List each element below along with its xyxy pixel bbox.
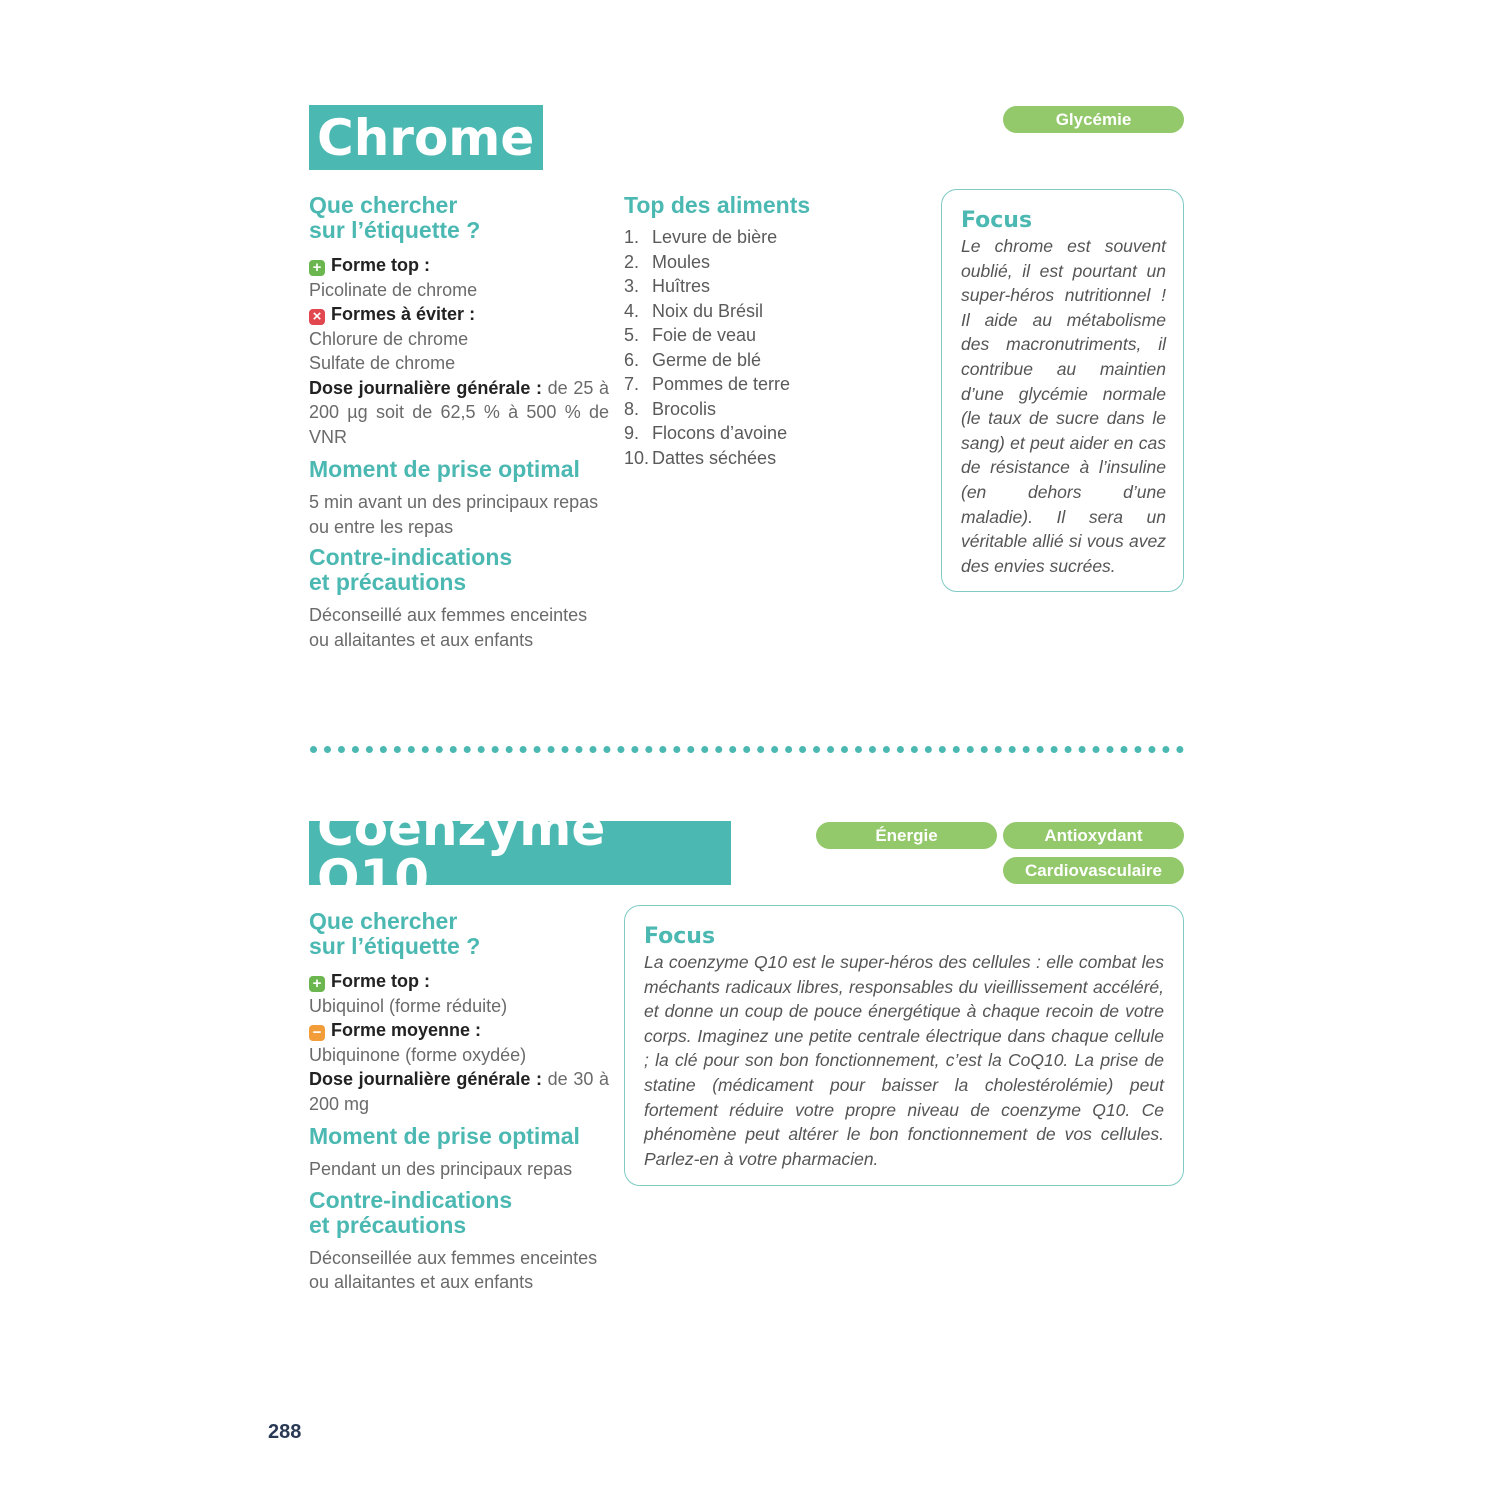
focus-text: Le chrome est souvent oublié, il est pourtant un super-héros nutritionnel ! Il aide au métabolisme des macronutriments, il contribue au maintien d’une glycémie normale (le taux de sucre dans le sang) et peut aider en cas de résistance à l’insuline (en dehors d’une maladie). Il sera un véritable allié si vous avez des envies sucrées. [961, 236, 1166, 576]
chrome-label-section [309, 193, 609, 652]
food-rank: 6. [624, 349, 640, 370]
food-name: Pommes de terre [652, 374, 791, 394]
chrome-label-heading: Que chercher sur l’étiquette ? [309, 192, 481, 243]
food-rank: 10. [624, 447, 650, 468]
food-rank: 2. [624, 251, 640, 272]
food-name: Dattes séchées [652, 447, 777, 468]
food-item [624, 299, 884, 324]
food-name: Levure de bière [652, 227, 778, 247]
contre-heading: Contre-indications et précautions [309, 544, 513, 595]
forme-top-label: Forme top : [331, 255, 430, 275]
food-name: Germe de blé [652, 349, 762, 370]
forme-eviter-value: Chlorure de chrome [309, 328, 469, 349]
food-rank: 4. [624, 300, 640, 321]
chrome-title [309, 105, 543, 170]
top-foods-section [624, 193, 884, 470]
coq10-label-section [309, 909, 609, 1295]
forme-top-label: Forme top : [331, 971, 430, 991]
food-item [624, 446, 884, 471]
cross-icon: × [309, 309, 325, 325]
moment-text: Pendant un des principaux repas [309, 1159, 573, 1179]
food-name: Noix du Brésil [652, 300, 764, 321]
food-item [624, 421, 884, 446]
dose-value: de 25 à 200 µg soit de 62,5 % à 500 % de VNR [309, 377, 609, 447]
plus-icon: + [309, 976, 325, 992]
food-item [624, 250, 884, 275]
moment-text: 5 min avant un des principaux repas ou entre les repas [309, 492, 599, 537]
coq10-title-text: Coenzyme Q10 [317, 799, 606, 907]
tag-energie: Énergie [816, 822, 997, 849]
food-rank: 7. [624, 374, 640, 394]
food-item [624, 323, 884, 348]
tag-glycemie: Glycémie [1003, 106, 1184, 133]
food-item [624, 348, 884, 373]
food-rank: 5. [624, 325, 640, 345]
section-divider [310, 746, 1184, 753]
food-name: Foie de veau [652, 325, 757, 345]
page-number: 288 [268, 1421, 302, 1443]
food-name: Huîtres [652, 276, 711, 296]
forme-eviter-value: Sulfate de chrome [309, 353, 456, 373]
food-item [624, 225, 884, 250]
food-item [624, 372, 884, 397]
contre-text: Déconseillé aux femmes enceintes ou allaitantes et aux enfants [309, 605, 588, 650]
top-foods-list [624, 225, 884, 470]
food-rank: 1. [624, 227, 640, 247]
dose-label: Dose journalière générale : [309, 1069, 543, 1089]
moment-heading: Moment de prise optimal [309, 1123, 580, 1149]
coq10-label-heading: Que chercher sur l’étiquette ? [309, 908, 481, 959]
dose-label: Dose journalière générale : [309, 377, 543, 398]
moment-heading: Moment de prise optimal [309, 456, 580, 482]
food-rank: 3. [624, 276, 640, 296]
tag-antioxydant: Antioxydant [1003, 822, 1184, 849]
food-item [624, 397, 884, 422]
forme-top-value: Ubiquinol (forme réduite) [309, 995, 508, 1016]
dose-value: de 30 à 200 mg [309, 1069, 609, 1114]
top-foods-heading: Top des aliments [624, 192, 811, 218]
plus-icon: + [309, 260, 325, 276]
coq10-title [309, 799, 731, 907]
forme-top-value: Picolinate de chrome [309, 279, 478, 300]
minus-icon: − [309, 1025, 325, 1041]
forme-moyenne-label: Forme moyenne : [331, 1020, 482, 1040]
food-item [624, 274, 884, 299]
chrome-title-text: Chrome [317, 108, 535, 167]
food-rank: 8. [624, 398, 640, 419]
focus-title: Focus [644, 924, 716, 949]
focus-title: Focus [961, 208, 1033, 233]
coq10-focus-box [624, 905, 1184, 1186]
tag-cardiovasculaire: Cardiovasculaire [1003, 857, 1184, 884]
forme-eviter-label: Formes à éviter : [331, 304, 476, 324]
food-name: Brocolis [652, 398, 717, 419]
food-name: Moules [652, 251, 711, 272]
chrome-focus-box [941, 189, 1184, 592]
focus-text: La coenzyme Q10 est le super-héros des cellules : elle combat les méchants radicaux libres, responsables du vieillissement accéléré, et donne un coup de pouce énergétique à chaque recoin de votre corps. Imaginez une petite centrale électrique dans chaque cellule ; la clé pour son bon fonctionnement, c’est la CoQ10. La prise de statine (médicament pour baisser la cholestérolémie) peut fortement réduire votre propre niveau de coenzyme Q10. Ce phénomène peut altérer le bon fonctionnement de vos cellules. Parlez-en à votre pharmacien. [644, 952, 1164, 1169]
forme-moyenne-value: Ubiquinone (forme oxydée) [309, 1044, 527, 1065]
contre-heading: Contre-indications et précautions [309, 1186, 513, 1238]
food-rank: 9. [624, 423, 640, 443]
food-name: Flocons d’avoine [652, 423, 788, 443]
contre-text: Déconseillée aux femmes enceintes ou allaitantes et aux enfants [309, 1247, 598, 1292]
